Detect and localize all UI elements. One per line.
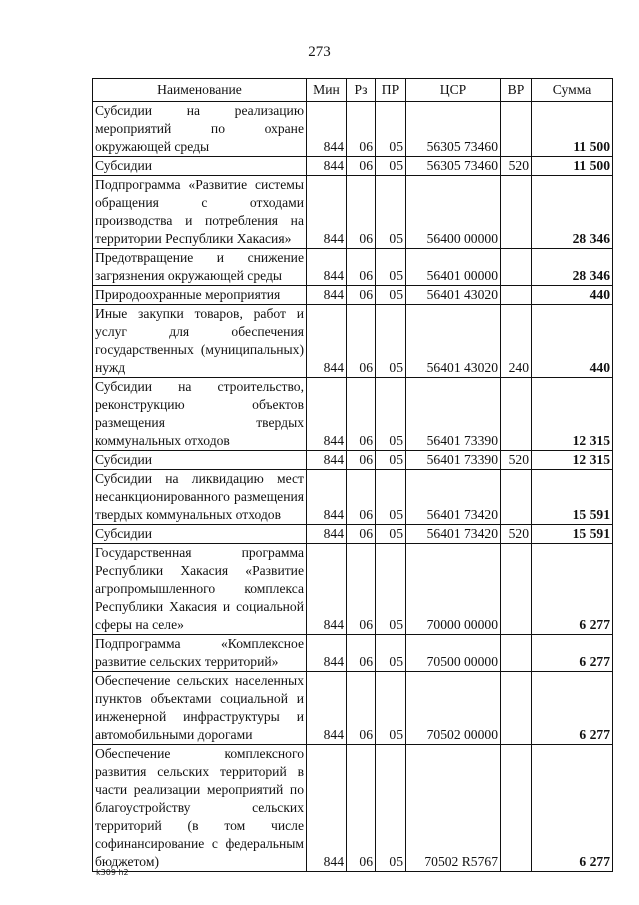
cell-name: Государственная программа Республики Хакасия «Развитие агропромышленного комплекса Республики Хакасия и социальной сферы на селе» <box>93 544 307 635</box>
cell-pr: 05 <box>376 378 406 451</box>
table-row <box>93 672 613 745</box>
cell-vr <box>501 102 532 157</box>
cell-name: Обеспечение комплексного развития сельских территорий в части реализации мероприятий по благоустройству сельских территорий (в том числе софинансирование с федеральным бюджетом) <box>93 745 307 872</box>
cell-rz: 06 <box>347 378 376 451</box>
cell-pr: 05 <box>376 157 406 176</box>
column-header-min: Мин <box>307 79 347 102</box>
cell-pr: 05 <box>376 305 406 378</box>
cell-pr: 05 <box>376 525 406 544</box>
cell-sum: 15 591 <box>532 470 613 525</box>
cell-csr: 56401 43020 <box>406 286 501 305</box>
cell-name: Иные закупки товаров, работ и услуг для обеспечения государственных (муниципальных) нужд <box>93 305 307 378</box>
table-row <box>93 544 613 635</box>
cell-min: 844 <box>307 745 347 872</box>
cell-rz: 06 <box>347 745 376 872</box>
table-row <box>93 157 613 176</box>
page-number: 273 <box>308 44 331 60</box>
cell-min: 844 <box>307 305 347 378</box>
cell-vr <box>501 378 532 451</box>
cell-sum: 12 315 <box>532 451 613 470</box>
document-code: k309 h2 <box>96 868 129 877</box>
cell-pr: 05 <box>376 745 406 872</box>
cell-pr: 05 <box>376 102 406 157</box>
cell-sum: 11 500 <box>532 157 613 176</box>
cell-name: Субсидии на строительство, реконструкцию объектов размещения твердых коммунальных отходов <box>93 378 307 451</box>
cell-sum: 6 277 <box>532 672 613 745</box>
cell-min: 844 <box>307 635 347 672</box>
cell-rz: 06 <box>347 544 376 635</box>
cell-pr: 05 <box>376 544 406 635</box>
cell-rz: 06 <box>347 157 376 176</box>
cell-vr <box>501 176 532 249</box>
table-row <box>93 286 613 305</box>
table-row <box>93 451 613 470</box>
cell-name: Природоохранные мероприятия <box>93 286 307 305</box>
cell-csr: 70502 00000 <box>406 672 501 745</box>
cell-min: 844 <box>307 451 347 470</box>
cell-rz: 06 <box>347 635 376 672</box>
cell-csr: 56305 73460 <box>406 102 501 157</box>
cell-vr: 520 <box>501 157 532 176</box>
table-row <box>93 102 613 157</box>
cell-sum: 6 277 <box>532 745 613 872</box>
cell-pr: 05 <box>376 286 406 305</box>
table-row <box>93 470 613 525</box>
cell-rz: 06 <box>347 672 376 745</box>
cell-csr: 56401 00000 <box>406 249 501 286</box>
cell-csr: 56401 43020 <box>406 305 501 378</box>
cell-min: 844 <box>307 176 347 249</box>
cell-csr: 56401 73420 <box>406 525 501 544</box>
cell-name: Субсидии на ликвидацию мест несанкционированного размещения твердых коммунальных отходов <box>93 470 307 525</box>
cell-rz: 06 <box>347 305 376 378</box>
cell-csr: 70500 00000 <box>406 635 501 672</box>
cell-min: 844 <box>307 378 347 451</box>
cell-pr: 05 <box>376 470 406 525</box>
budget-table <box>92 78 613 872</box>
cell-csr: 70000 00000 <box>406 544 501 635</box>
cell-vr: 520 <box>501 525 532 544</box>
cell-sum: 6 277 <box>532 544 613 635</box>
cell-sum: 12 315 <box>532 378 613 451</box>
cell-rz: 06 <box>347 286 376 305</box>
cell-name: Предотвращение и снижение загрязнения окружающей среды <box>93 249 307 286</box>
cell-min: 844 <box>307 544 347 635</box>
cell-min: 844 <box>307 157 347 176</box>
cell-rz: 06 <box>347 470 376 525</box>
cell-name: Субсидии на реализацию мероприятий по охране окружающей среды <box>93 102 307 157</box>
header-row <box>93 79 613 102</box>
cell-min: 844 <box>307 525 347 544</box>
cell-csr: 56401 73390 <box>406 378 501 451</box>
cell-name: Субсидии <box>93 525 307 544</box>
cell-vr: 240 <box>501 305 532 378</box>
cell-csr: 56400 00000 <box>406 176 501 249</box>
cell-sum: 6 277 <box>532 635 613 672</box>
column-header-vr: ВР <box>501 79 532 102</box>
cell-sum: 11 500 <box>532 102 613 157</box>
table-row <box>93 525 613 544</box>
cell-vr <box>501 249 532 286</box>
cell-pr: 05 <box>376 451 406 470</box>
table-row <box>93 745 613 872</box>
cell-name: Обеспечение сельских населенных пунктов объектами социальной и инженерной инфраструктуры и автомобильными дорогами <box>93 672 307 745</box>
cell-sum: 28 346 <box>532 176 613 249</box>
cell-rz: 06 <box>347 176 376 249</box>
cell-csr: 70502 R5767 <box>406 745 501 872</box>
cell-name: Подпрограмма «Комплексное развитие сельских территорий» <box>93 635 307 672</box>
cell-csr: 56401 73390 <box>406 451 501 470</box>
cell-vr: 520 <box>501 451 532 470</box>
table-row <box>93 305 613 378</box>
cell-name: Субсидии <box>93 157 307 176</box>
cell-pr: 05 <box>376 249 406 286</box>
cell-min: 844 <box>307 470 347 525</box>
cell-name: Субсидии <box>93 451 307 470</box>
table-row <box>93 378 613 451</box>
cell-rz: 06 <box>347 451 376 470</box>
cell-sum: 440 <box>532 305 613 378</box>
cell-vr <box>501 286 532 305</box>
cell-sum: 15 591 <box>532 525 613 544</box>
cell-rz: 06 <box>347 102 376 157</box>
cell-vr <box>501 672 532 745</box>
cell-pr: 05 <box>376 672 406 745</box>
cell-vr <box>501 544 532 635</box>
cell-csr: 56401 73420 <box>406 470 501 525</box>
cell-pr: 05 <box>376 176 406 249</box>
cell-vr <box>501 635 532 672</box>
column-header-sum: Сумма <box>532 79 613 102</box>
table-row <box>93 176 613 249</box>
table-row <box>93 635 613 672</box>
cell-rz: 06 <box>347 525 376 544</box>
column-header-csr: ЦСР <box>406 79 501 102</box>
cell-rz: 06 <box>347 249 376 286</box>
cell-min: 844 <box>307 286 347 305</box>
cell-sum: 28 346 <box>532 249 613 286</box>
cell-vr <box>501 470 532 525</box>
cell-sum: 440 <box>532 286 613 305</box>
cell-name: Подпрограмма «Развитие системы обращения с отходами производства и потребления на территории Республики Хакасия» <box>93 176 307 249</box>
cell-min: 844 <box>307 249 347 286</box>
cell-csr: 56305 73460 <box>406 157 501 176</box>
cell-pr: 05 <box>376 635 406 672</box>
cell-vr <box>501 745 532 872</box>
table-row <box>93 249 613 286</box>
column-header-name: Наименование <box>93 79 307 102</box>
cell-min: 844 <box>307 102 347 157</box>
cell-min: 844 <box>307 672 347 745</box>
column-header-rz: Рз <box>347 79 376 102</box>
column-header-pr: ПР <box>376 79 406 102</box>
